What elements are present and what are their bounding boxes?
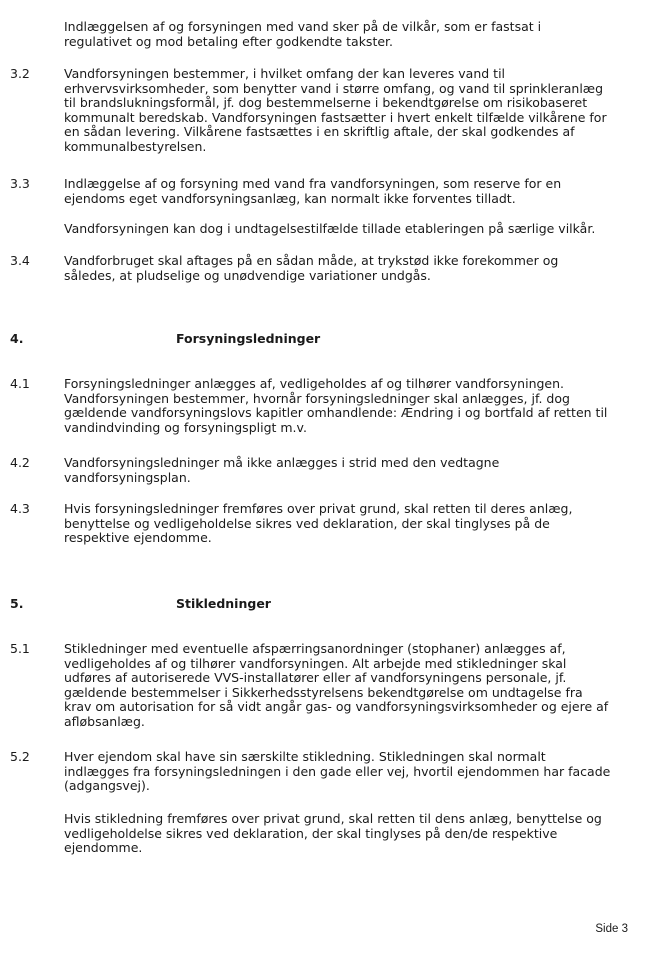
section-number-4-3: 4.3 [10,501,30,516]
paragraph-3-1-continued: Indlæggelsen af og forsyningen med vand sker på de vilkår, som er fastsat i regulativet og mod betaling efter godkendte takster. [64,19,542,49]
section-number-5-2: 5.2 [10,749,30,764]
paragraph-4-2: Vandforsyningsledninger må ikke anlægges i strid med den vedtagne vandforsyningsplan. [64,455,500,485]
paragraph-4-1: Forsyningsledninger anlægges af, vedligeholdes af og tilhører vandforsyningen. Vandforsyningen bestemmer, hvornår forsyningsledninger skal anlægges, jf. dog gældende vandforsyningslovs kapitler omhandlende: Ændring i og bortfald af retten til vandindvinding og forsyningspligt m.v. [64,376,608,435]
paragraph-3-3-second: Vandforsyningen kan dog i undtagelsestilfælde tillade etableringen på særlige vilkår. [64,221,596,236]
section-number-5-1: 5.1 [10,641,30,656]
section-number-3-2: 3.2 [10,66,30,81]
section-number-4-2: 4.2 [10,455,30,470]
paragraph-3-2: Vandforsyningen bestemmer, i hvilket omfang der kan leveres vand til erhvervsvirksomheder, som benytter vand i større omfang, og vand til sprinkleranlæg til brandslukningsformål, jf. dog bestemmelserne i bekendtgørelse om risikobaseret kommunalt beredskab. Vandforsyningen fastsætter i hvert enkelt tilfælde vilkårene for en sådan levering. Vilkårene fastsættes i en skriftlig aftale, der skal godkendes af kommunalbestyrelsen. [64,66,607,154]
paragraph-3-4: Vandforbruget skal aftages på en sådan måde, at trykstød ikke forekommer og således, at pludselige og unødvendige variationer undgås. [64,253,559,283]
section-heading-title-4: Forsyningsledninger [176,331,321,346]
section-number-3-3: 3.3 [10,176,30,191]
paragraph-3-3: Indlæggelse af og forsyning med vand fra vandforsyningen, som reserve for en ejendoms eget vandforsyningsanlæg, kan normalt ikke forventes tilladt. [64,176,562,206]
page-number: Side 3 [595,923,628,935]
section-heading-number-5: 5. [10,596,24,611]
paragraph-4-3: Hvis forsyningsledninger fremføres over privat grund, skal retten til deres anlæg, benyttelse og vedligeholdelse sikres ved deklaration, der skal tinglyses på de respektive ejendomme. [64,501,573,546]
section-heading-title-5: Stikledninger [176,596,271,611]
section-number-3-4: 3.4 [10,253,30,268]
paragraph-5-2: Hver ejendom skal have sin særskilte stikledning. Stikledningen skal normalt indlægges fra forsyningsledningen i den gade eller vej, hvortil ejendommen har facade (adgangsvej). [64,749,611,794]
paragraph-5-1: Stikledninger med eventuelle afspærringsanordninger (stophaner) anlægges af, vedligeholdes af og tilhører vandforsyningen. Alt arbejde med stikledninger skal udføres af autoriserede VVS-installatører eller af vandforsyningens personale, jf. gældende bestemmelser i Sikkerhedsstyrelsens bekendtgørelse om undtagelse fra krav om autorisation for så vidt angår gas- og vandforsyningsvirksomheder og ejere af afløbsanlæg. [64,641,609,729]
section-heading-number-4: 4. [10,331,24,346]
section-number-4-1: 4.1 [10,376,30,391]
paragraph-5-2-second: Hvis stikledning fremføres over privat grund, skal retten til dens anlæg, benyttelse og vedligeholdelse sikres ved deklaration, der skal tinglyses på den/de respektive ejendomme. [64,811,602,856]
